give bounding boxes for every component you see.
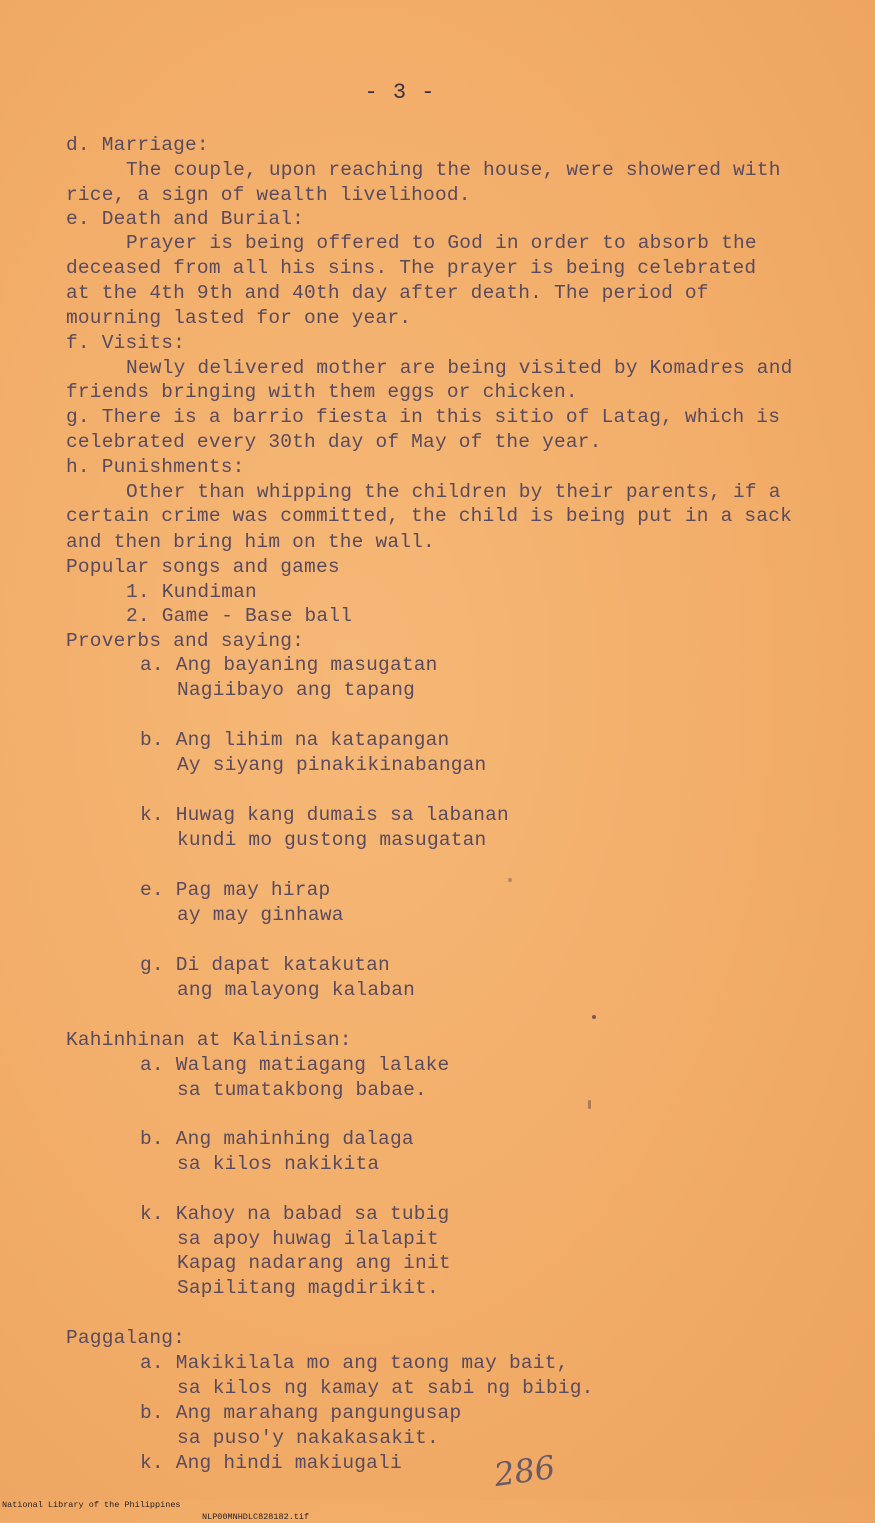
text-line: Other than whipping the children by their parents, if a	[126, 481, 781, 503]
proverb-line: k. Kahoy na babad sa tubig	[140, 1203, 450, 1225]
paper-speck	[508, 878, 512, 882]
proverb-line: k. Huwag kang dumais sa labanan	[140, 804, 509, 826]
text-line: friends bringing with them eggs or chicken.	[66, 381, 578, 403]
heading-proverbs: Proverbs and saying:	[66, 630, 305, 652]
proverb-line: Kapag nadarang ang init	[177, 1252, 451, 1274]
text-line: at the 4th 9th and 40th day after death. The period of	[66, 282, 709, 304]
text-line: celebrated every 30th day of May of the year.	[66, 431, 602, 453]
proverb-line: e. Pag may hirap	[140, 879, 331, 901]
proverb-line: ay may ginhawa	[177, 904, 344, 926]
handwritten-page-number: 286	[491, 1447, 558, 1495]
proverb-line: b. Ang lihim na katapangan	[140, 729, 450, 751]
proverb-line: kundi mo gustong masugatan	[177, 829, 487, 851]
proverb-line: sa tumatakbong babae.	[177, 1079, 427, 1101]
heading-popular-songs: Popular songs and games	[66, 556, 340, 578]
text-line: Prayer is being offered to God in order to absorb the	[126, 232, 757, 254]
proverb-line: Ay siyang pinakikinabangan	[177, 754, 487, 776]
heading-visits: f. Visits:	[66, 332, 186, 354]
proverb-line: a. Walang matiagang lalake	[140, 1054, 450, 1076]
heading-kahinhinan: Kahinhinan at Kalinisan:	[66, 1029, 352, 1051]
proverb-line: ang malayong kalaban	[177, 979, 416, 1001]
proverb-line: k. Ang hindi makiugali	[140, 1452, 402, 1474]
proverb-line: a. Makikilala mo ang taong may bait,	[140, 1352, 569, 1374]
text-line: mourning lasted for one year.	[66, 307, 412, 329]
proverb-line: a. Ang bayaning masugatan	[140, 654, 438, 676]
text-line: rice, a sign of wealth livelihood.	[66, 184, 471, 206]
proverb-line: Sapilitang magdirikit.	[177, 1277, 439, 1299]
footer-file-id: NLP00MNHDLC828182.tif	[202, 1512, 310, 1522]
proverb-line: sa kilos nakikita	[177, 1153, 380, 1175]
proverb-line: g. Di dapat katakutan	[140, 954, 390, 976]
proverb-line: sa puso'y nakakasakit.	[177, 1427, 439, 1449]
scan-footer	[0, 1487, 875, 1522]
list-item: 2. Game - Base ball	[126, 605, 353, 627]
text-line: The couple, upon reaching the house, were showered with	[126, 159, 781, 181]
proverb-line: Nagiibayo ang tapang	[177, 679, 416, 701]
list-item: 1. Kundiman	[126, 581, 257, 603]
page-number: - 3 -	[364, 80, 436, 105]
proverb-line: sa kilos ng kamay at sabi ng bibig.	[177, 1377, 594, 1399]
text-line: Newly delivered mother are being visited by Komadres and	[126, 357, 793, 379]
heading-marriage: d. Marriage:	[66, 134, 209, 156]
proverb-line: sa apoy huwag ilalapit	[177, 1228, 439, 1250]
text-line: and then bring him on the wall.	[66, 531, 435, 553]
paper-speck	[588, 1100, 591, 1109]
text-line: deceased from all his sins. The prayer is being celebrated	[66, 257, 757, 279]
proverb-line: b. Ang marahang pangungusap	[140, 1402, 462, 1424]
proverb-line: b. Ang mahinhing dalaga	[140, 1128, 414, 1150]
paper-speck	[592, 1015, 596, 1019]
footer-library: National Library of the Philippines	[2, 1500, 181, 1510]
text-line: certain crime was committed, the child is being put in a sack	[66, 505, 793, 527]
heading-death-burial: e. Death and Burial:	[66, 208, 305, 230]
heading-paggalang: Paggalang:	[66, 1327, 186, 1349]
heading-punishments: h. Punishments:	[66, 456, 245, 478]
text-line: g. There is a barrio fiesta in this sitio of Latag, which is	[66, 406, 781, 428]
